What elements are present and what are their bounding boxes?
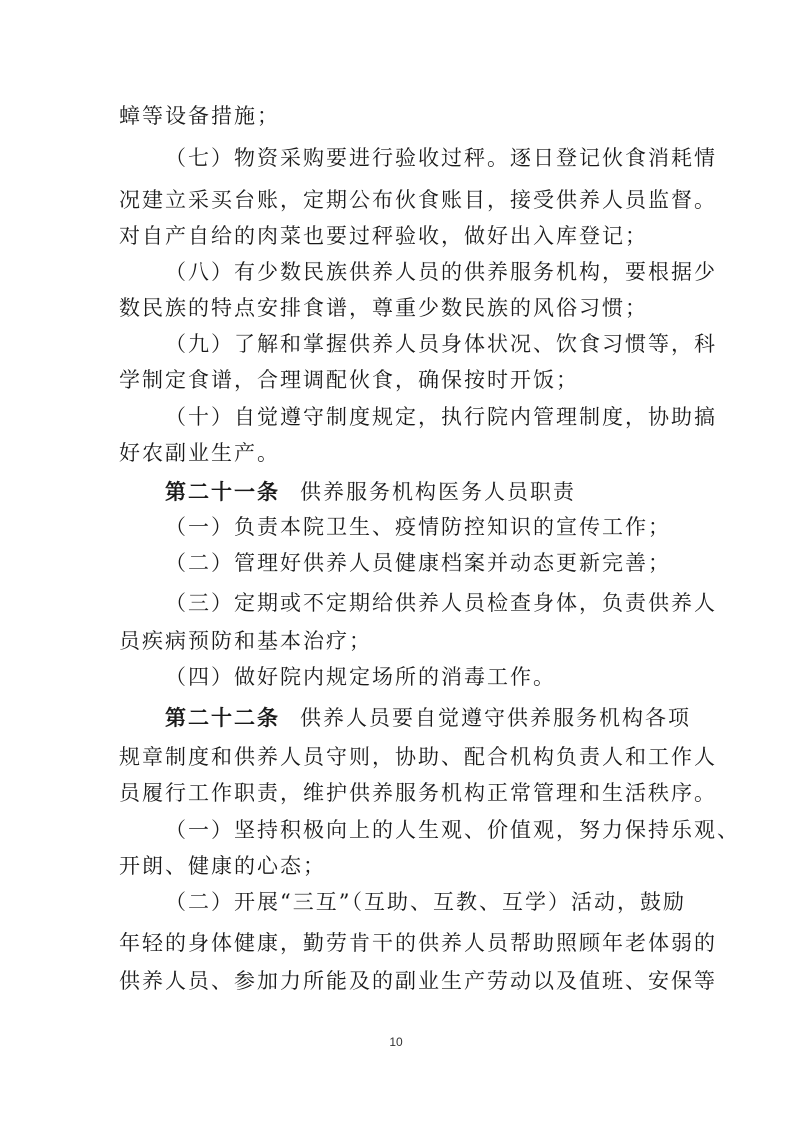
- text-line: （八）有少数民族供养人员的供养服务机构，要根据少: [165, 260, 717, 284]
- text-line: （二）开展“三互”（互助、互教、互学）活动，鼓励: [165, 890, 686, 914]
- text-line: 况建立采买台账，定期公布伙食账目，接受供养人员监督。: [119, 188, 717, 212]
- text-line: （十）自觉遵守制度规定，执行院内管理制度，协助搞: [165, 405, 717, 429]
- text-line: （二）管理好供养人员健康档案并动态更新完善；: [165, 551, 671, 575]
- text-line: 年轻的身体健康，勤劳肯干的供养人员帮助照顾年老体弱的: [119, 931, 717, 955]
- text-line: 对自产自给的肉菜也要过秤验收，做好出入库登记；: [119, 224, 648, 248]
- text-line: （九）了解和掌握供养人员身体状况、饮食习惯等，科: [165, 332, 717, 356]
- text-line: 规章制度和供养人员守则，协助、配合机构负责人和工作人: [119, 745, 717, 769]
- page-number: 10: [389, 1035, 403, 1049]
- text-line: 数民族的特点安排食谱，尊重少数民族的风俗习惯；: [119, 296, 648, 320]
- text-line: 学制定食谱，合理调配伙食，确保按时开饭；: [119, 368, 579, 392]
- text-line: （一）负责本院卫生、疫情防控知识的宣传工作；: [165, 515, 671, 539]
- text-line: 开朗、健康的心态；: [119, 854, 326, 878]
- text-line: （七）物资采购要进行验收过秤。逐日登记伙食消耗情: [165, 146, 717, 170]
- article-22-line: [165, 704, 691, 732]
- article-22-heading: 第二十二条: [165, 705, 280, 730]
- text-line: 蟑等设备措施；: [119, 104, 280, 128]
- text-line: 好农副业生产。: [119, 441, 280, 465]
- article-21-text: 供养服务机构医务人员职责: [300, 480, 576, 504]
- text-line: （三）定期或不定期给供养人员检查身体，负责供养人: [165, 591, 717, 615]
- text-line: （四）做好院内规定场所的消毒工作。: [165, 665, 556, 689]
- article-22-text: 供养人员要自觉遵守供养服务机构各项: [300, 706, 691, 730]
- text-line: （一）坚持积极向上的人生观、价值观，努力保持乐观、: [165, 818, 740, 842]
- article-21-line: [165, 478, 576, 506]
- text-line: 员疾病预防和基本治疗；: [119, 629, 372, 653]
- article-21-heading: 第二十一条: [165, 479, 280, 504]
- text-line: 供养人员、参加力所能及的副业生产劳动以及值班、安保等: [119, 969, 717, 993]
- text-line: 员履行工作职责，维护供养服务机构正常管理和生活秩序。: [119, 781, 717, 805]
